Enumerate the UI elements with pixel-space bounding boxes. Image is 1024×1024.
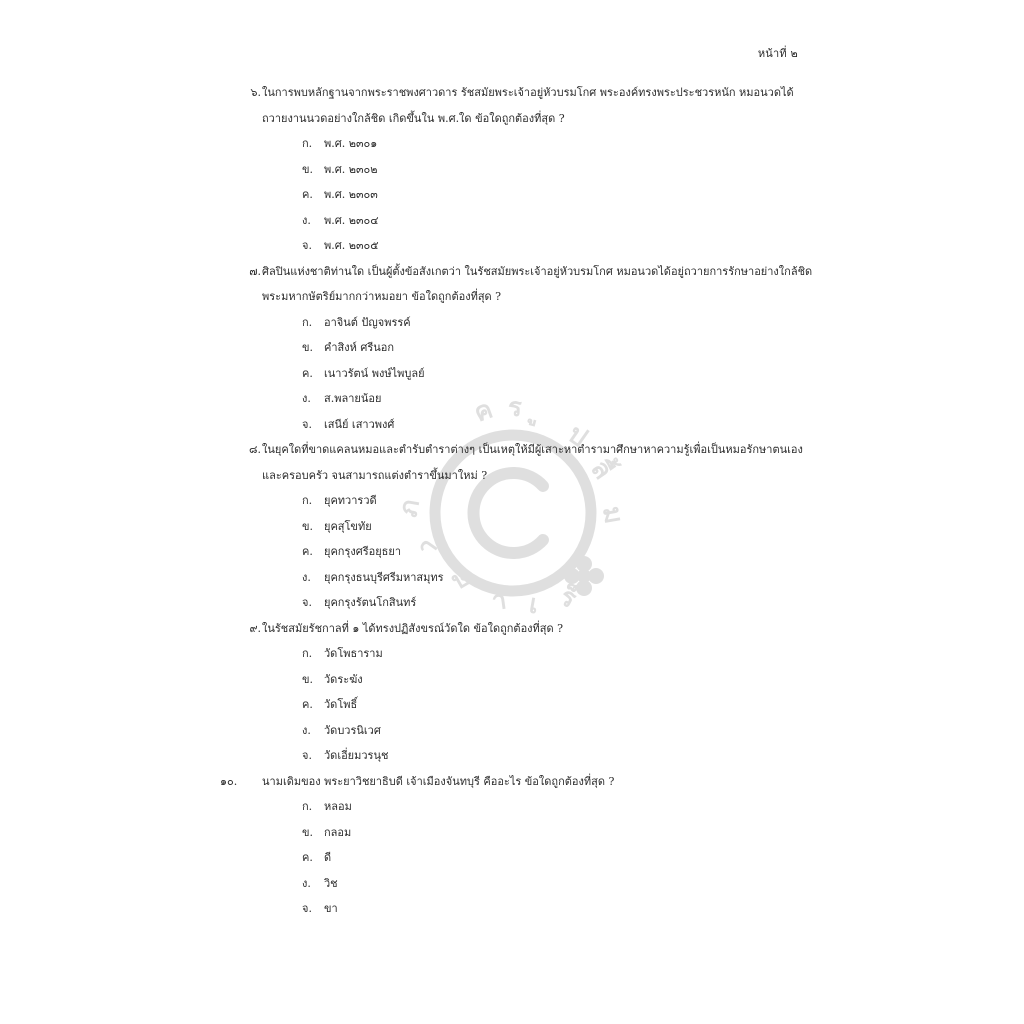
option-text: ยุคทวารวดี: [324, 494, 377, 507]
option-letter: จ.: [302, 902, 312, 915]
option-text: ยุคกรุงศรีอยุธยา: [324, 545, 402, 558]
option-text: พ.ศ. ๒๓๐๓: [324, 188, 378, 201]
option-text: ดี: [324, 851, 332, 864]
option-text: กลอม: [324, 825, 352, 839]
option-d: [228, 871, 798, 897]
question-number: ๘.: [249, 443, 261, 456]
option-letter: ก.: [302, 494, 313, 507]
option-d: [228, 565, 798, 591]
option-letter: ง.: [302, 570, 311, 584]
option-letter: ก.: [302, 137, 313, 150]
option-letter: ข.: [302, 672, 314, 686]
option-letter: ค.: [302, 188, 313, 201]
option-c: [228, 845, 798, 871]
question-9: [228, 616, 798, 769]
svg-text:ลื้: ลื้: [584, 454, 618, 486]
option-text: ยุคสุโขทัย: [324, 519, 372, 533]
option-text: วัดระฆัง: [324, 672, 363, 686]
option-text: พ.ศ. ๒๓๐๑: [324, 137, 378, 150]
option-a: [228, 794, 798, 820]
option-text: วัดโพธิ์: [324, 698, 358, 711]
option-d: [228, 386, 798, 412]
option-c: [228, 539, 798, 565]
option-b: [228, 820, 798, 846]
question-text-continued: ถวายงานนวดอย่างใกล้ชิด เกิดขึ้นใน พ.ศ.ใด ข้อใดถูกต้องที่สุด ?: [262, 111, 565, 125]
option-text: ยุคกรุงธนบุรีศรีมหาสมุทร: [324, 570, 444, 584]
option-text: วัดเอี่ยมวรนุช: [324, 749, 389, 762]
option-b: [228, 514, 798, 540]
option-letter: จ.: [302, 239, 312, 252]
svg-text:ค: ค: [470, 394, 497, 429]
svg-text:า: า: [489, 585, 509, 617]
question-list: [220, 80, 813, 922]
option-e: [228, 896, 798, 922]
svg-text:ม: ม: [596, 504, 629, 527]
page-number: หน้าที่ ๒: [757, 47, 798, 60]
svg-text:ู: ู: [536, 397, 544, 427]
option-d: [228, 718, 798, 744]
option-c: [228, 692, 798, 718]
option-a: [228, 488, 798, 514]
option-d: [228, 208, 798, 234]
option-c: [228, 361, 798, 387]
question-text: ศิลปินแห่งชาติท่านใด เป็นผู้ตั้งข้อสังเกตว่า ในรัชสมัยพระเจ้าอยู่หัวบรมโกศ หมอนวดได้อยู่ถวายการรักษาอย่างใกล้ชิด: [262, 264, 813, 278]
option-a: [228, 131, 798, 157]
option-e: [228, 590, 798, 616]
option-e: [228, 743, 798, 769]
question-number: ๑๐.: [220, 774, 238, 788]
svg-text:ป: ป: [561, 419, 593, 454]
option-letter: ข.: [302, 519, 314, 533]
option-a: [228, 641, 798, 667]
option-letter: จ.: [302, 596, 312, 609]
option-letter: ง.: [302, 213, 311, 227]
option-letter: ข.: [302, 162, 314, 176]
option-letter: ข.: [302, 825, 314, 839]
question-7: [228, 259, 813, 438]
option-e: [228, 233, 798, 259]
option-text: ยุคกรุงรัตนโกสินทร์: [324, 596, 417, 609]
question-text: ในรัชสมัยรัชกาลที่ ๑ ได้ทรงปฏิสังขรณ์วัดใด ข้อใดถูกต้องที่สุด ?: [262, 621, 564, 635]
option-b: [228, 157, 798, 183]
question-10: [220, 769, 798, 922]
option-text: ส.พลายน้อย: [324, 392, 382, 405]
option-letter: ง.: [302, 876, 311, 890]
svg-text:ภ: ภ: [393, 497, 426, 520]
option-b: [228, 335, 798, 361]
svg-text:า: า: [411, 532, 445, 563]
option-text: อาจินต์ ปัญจพรรค์: [324, 315, 411, 329]
question-number: ๗.: [249, 264, 261, 278]
option-text: พ.ศ. ๒๓๐๕: [324, 239, 379, 252]
option-letter: จ.: [302, 417, 312, 431]
svg-text:ร: ร: [508, 393, 522, 423]
option-text: วิช: [324, 876, 338, 890]
option-text: วัดโพธาราม: [324, 647, 383, 660]
svg-text:ษ: ษ: [446, 561, 477, 597]
option-c: [228, 182, 798, 208]
question-number: ๖.: [250, 86, 261, 99]
question-text: ในการพบหลักฐานจากพระราชพงศาวดาร รัชสมัยพระเจ้าอยู่หัวบรมโกศ พระองค์ทรงพระประชวรหนัก หมอนวดได้: [262, 86, 794, 99]
option-letter: ค.: [302, 851, 313, 864]
question-text-continued: และครอบครัว จนสามารถแต่งตำราขึ้นมาใหม่ ?: [262, 468, 488, 482]
option-text: หลอม: [324, 800, 352, 813]
question-8: [228, 437, 803, 616]
option-text: คำสิงห์ ศรีนอก: [324, 341, 395, 354]
option-text: วัดบวรนิเวศ: [324, 723, 381, 737]
option-letter: ก.: [302, 647, 313, 660]
option-text: ขา: [324, 902, 338, 915]
option-letter: ค.: [302, 545, 313, 558]
question-text: นามเดิมของ พระยาวิชยาธิบดี เจ้าเมืองจันทบุรี คืออะไร ข้อใดถูกต้องที่สุด ?: [262, 774, 615, 788]
question-number: ๙.: [249, 621, 261, 635]
question-text-continued: พระมหากษัตริย์มากกว่าหมอยา ข้อใดถูกต้องที่สุด ?: [262, 290, 502, 303]
option-letter: จ.: [302, 749, 312, 762]
option-b: [228, 667, 798, 693]
option-letter: ค.: [302, 366, 313, 380]
question-6: [228, 80, 798, 259]
option-letter: ก.: [302, 800, 313, 813]
option-text: พ.ศ. ๒๓๐๒: [324, 162, 378, 176]
option-letter: ก.: [302, 315, 313, 329]
option-a: [228, 310, 798, 336]
option-letter: ข.: [302, 341, 314, 354]
option-text: เนาวรัตน์ พงษ์ไพบูลย์: [324, 366, 425, 380]
svg-text:ร็: ร็: [554, 581, 582, 615]
option-text: พ.ศ. ๒๓๐๔: [324, 213, 379, 227]
option-letter: ง.: [302, 392, 311, 405]
option-text: เสนีย์ เสาวพงศ์: [324, 417, 395, 431]
option-letter: ง.: [302, 723, 311, 737]
svg-text:เ: เ: [526, 589, 541, 621]
question-text: ในยุคใดที่ขาดแคลนหมอและตำรับตำราต่างๆ เป็นเหตุให้มีผู้เสาะหาตำรามาศึกษาหาความรู้เพื่อเป็นหมอรักษาตนเอง: [262, 443, 803, 456]
option-letter: ค.: [302, 698, 313, 711]
